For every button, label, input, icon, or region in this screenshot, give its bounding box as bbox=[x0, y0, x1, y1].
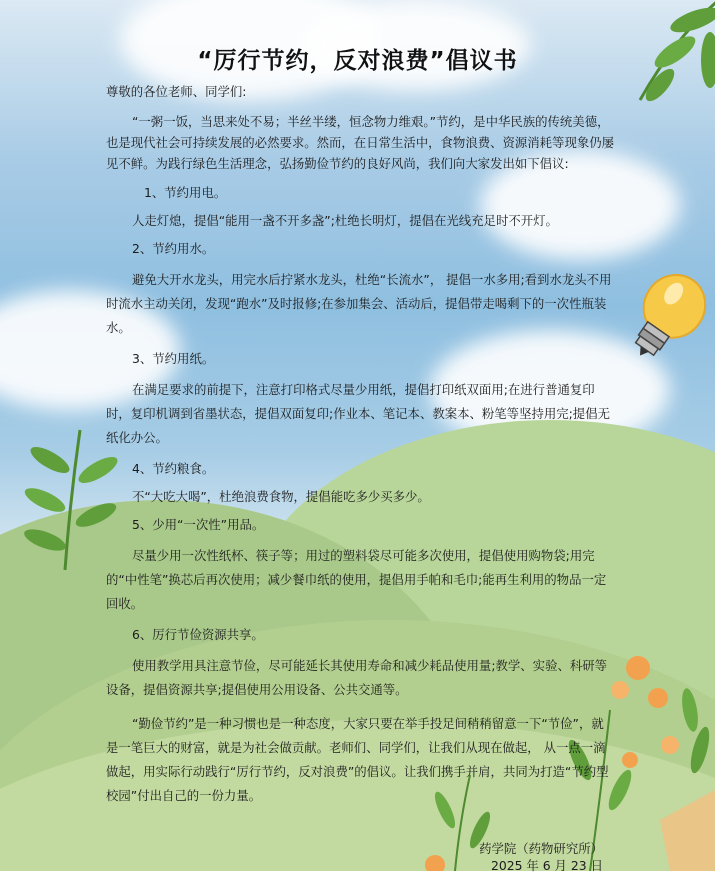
item-heading: 2、节约用水。 bbox=[132, 241, 215, 256]
intro-paragraph: “一粥一饭，当思来处不易；半丝半缕，恒念物力维艰。”节约，是中华民族的传统美德，也是现代社会可持续发展的必然要求。然而，在日常生活中，食物浪费、资源消耗等现象仍屡见不鲜。为践行绿色生活理念，弘扬勤俭节约的良好风尚，我们向大家发出如下倡议: bbox=[106, 114, 615, 171]
proposal-body bbox=[106, 83, 614, 808]
item-body: 不“大吃大喝”，杜绝浪费食物，提倡能吃多少买多少。 bbox=[132, 489, 430, 504]
item-body: 人走灯熄，提倡“能用一盏不开多盏”;杜绝长明灯，提倡在光线充足时不开灯。 bbox=[132, 213, 558, 228]
item-body: 避免大开水龙头，用完水后拧紧水龙头，杜绝“长流水”， 提倡一水多用;看到水龙头不用时流水主动关闭，发现“跑水”及时报修;在参加集会、活动后，提倡带走喝剩下的一次性瓶装水。 bbox=[106, 272, 612, 335]
leaf-branch-left-icon bbox=[10, 420, 120, 570]
signature-date: 2025 年 6 月 23 日 bbox=[490, 858, 603, 873]
item-heading: 1、节约用电。 bbox=[144, 185, 227, 200]
page-title: “厉行节约，反对浪费”倡议书 bbox=[197, 48, 518, 74]
salutation: 尊敬的各位老师、同学们: bbox=[106, 84, 247, 99]
item-heading: 6、厉行节俭资源共享。 bbox=[132, 627, 264, 642]
closing-paragraph: “勤俭节约”是一种习惯也是一种态度，大家只要在举手投足间稍稍留意一下“节俭”，就是一笔巨大的财富，就是为社会做贡献。老师们、同学们，让我们从现在做起， 从一点一滴做起，用实际行动践行“厉行节约，反对浪费”的倡议。让我们携手并肩，共同为打造“节约型校园”付出自己的一份力量。 bbox=[106, 716, 609, 803]
item-body: 尽量少用一次性纸杯、筷子等；用过的塑料袋尽可能多次使用，提倡使用购物袋;用完的“中性笔”换芯后再次使用；减少餐巾纸的使用，提倡用手帕和毛巾;能再生利用的物品一定回收。 bbox=[106, 548, 607, 611]
item-body: 使用教学用具注意节俭，尽可能延长其使用寿命和减少耗品使用量;教学、实验、科研等设备，提倡资源共享;提倡使用公用设备、公共交通等。 bbox=[106, 658, 608, 697]
light-bulb-icon bbox=[612, 262, 715, 372]
item-heading: 5、少用“一次性”用品。 bbox=[132, 517, 265, 532]
signature-block bbox=[479, 840, 603, 874]
item-heading: 4、节约粮食。 bbox=[132, 461, 215, 476]
item-body: 在满足要求的前提下，注意打印格式尽量少用纸，提倡打印纸双面用;在进行普通复印时，复印机调到省墨状态，提倡双面复印;作业本、笔记本、教案本、粉笔等坚持用完;提倡无纸化办公。 bbox=[106, 382, 610, 445]
item-heading: 3、节约用纸。 bbox=[132, 351, 215, 366]
signature-org: 药学院（药物研究所） bbox=[479, 841, 603, 856]
